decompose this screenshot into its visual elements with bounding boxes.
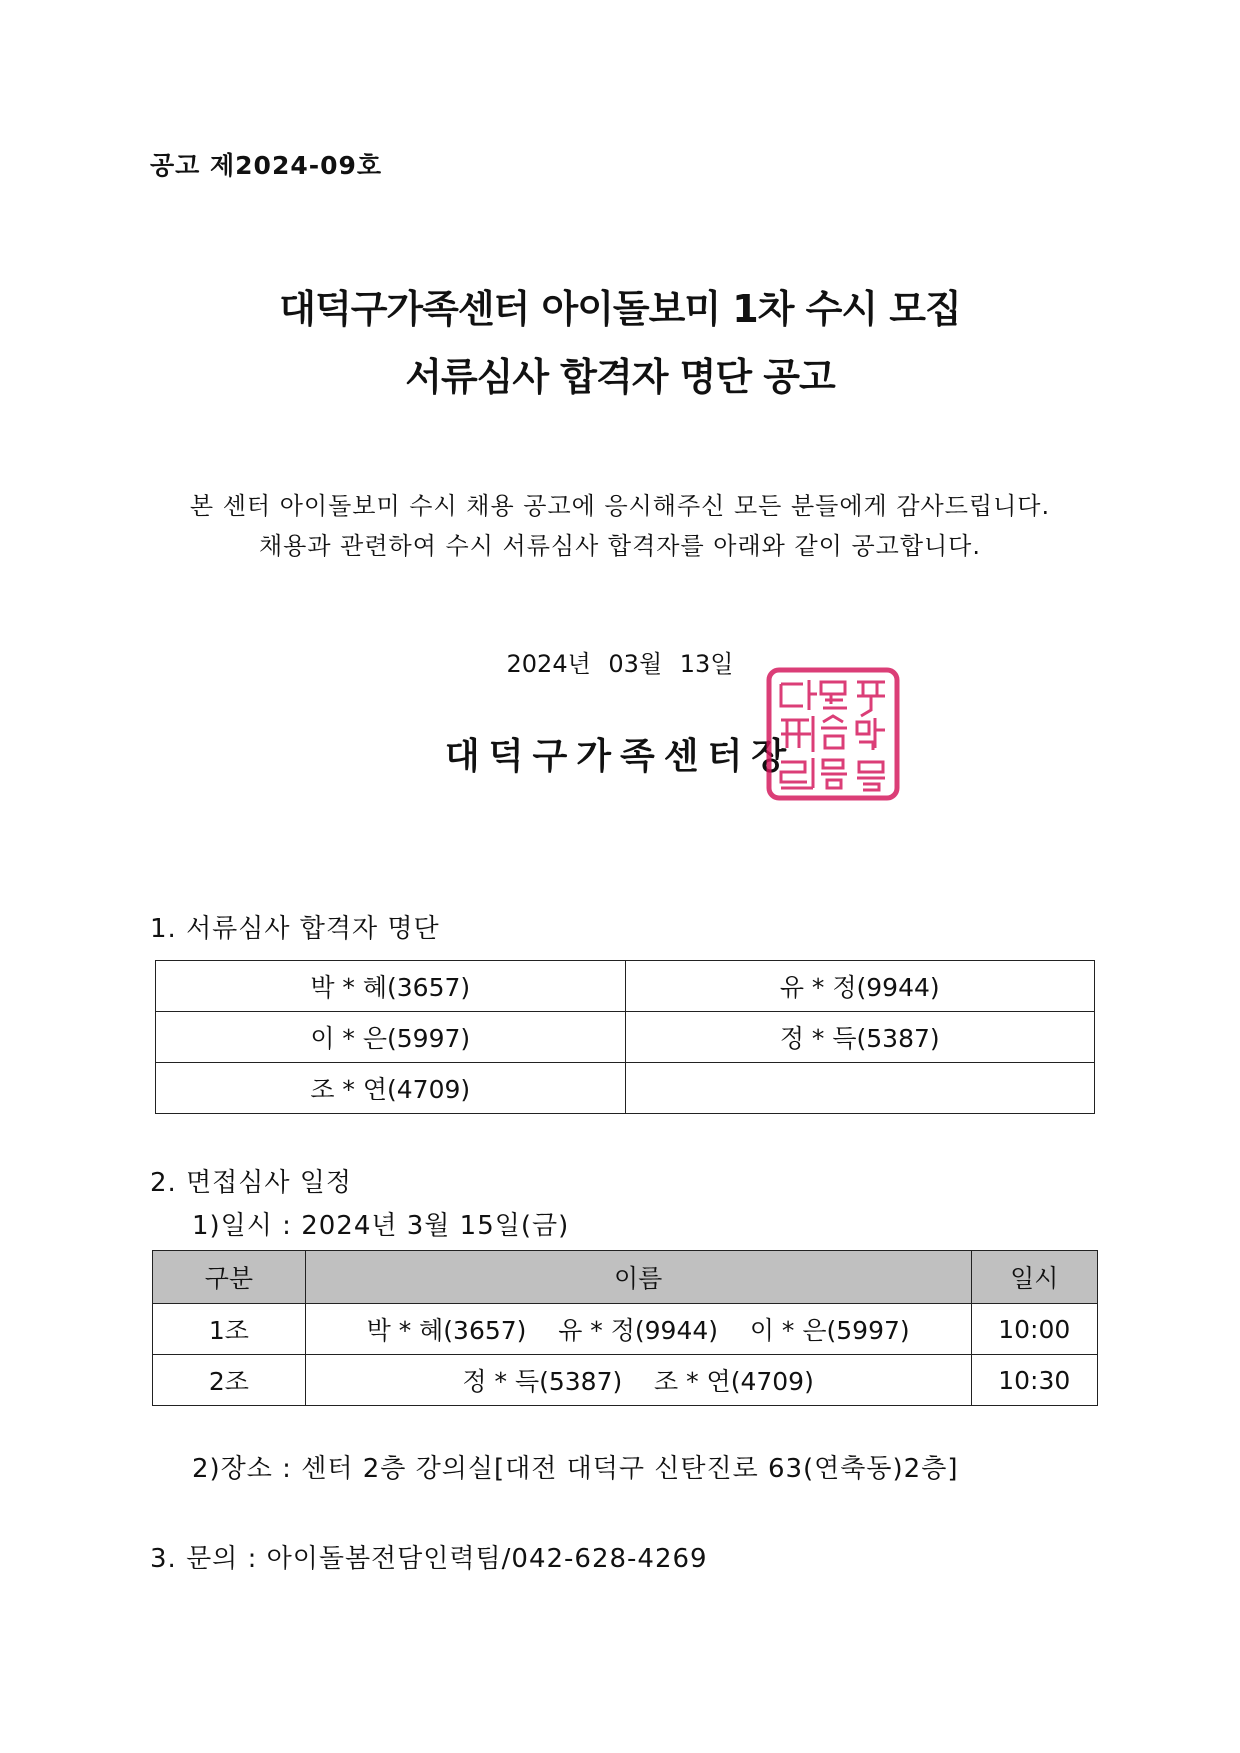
- interview-date-line: 1)일시 : 2024년 3월 15일(금): [192, 1211, 570, 1241]
- table-row: [156, 1012, 1095, 1063]
- group-cell: 1조: [153, 1304, 306, 1355]
- table-header-row: [153, 1251, 1098, 1304]
- interview-place-line: 2)장소 : 센터 2층 강의실[대전 대덕구 신탄진로 63(연축동)2층]: [192, 1454, 959, 1484]
- document-passer-table: [155, 960, 1095, 1114]
- names-cell: 박 * 혜(3657) 유 * 정(9944) 이 * 은(5997): [305, 1304, 971, 1355]
- column-header-names: 이름: [305, 1251, 971, 1304]
- column-header-group: 구분: [153, 1251, 306, 1304]
- column-header-time: 일시: [971, 1251, 1097, 1304]
- table-cell: [625, 1063, 1095, 1114]
- section-1-heading: 1. 서류심사 합격자 명단: [150, 914, 440, 944]
- table-cell: 정 * 득(5387): [625, 1012, 1095, 1063]
- table-cell: 박 * 혜(3657): [156, 961, 626, 1012]
- table-row: [153, 1304, 1098, 1355]
- group-cell: 2조: [153, 1355, 306, 1406]
- table-row: [153, 1355, 1098, 1406]
- intro-line-1: 본 센터 아이돌보미 수시 채용 공고에 응시해주신 모든 분들에게 감사드립니다.: [189, 492, 1051, 520]
- table-cell: 유 * 정(9944): [625, 961, 1095, 1012]
- table-cell: 이 * 은(5997): [156, 1012, 626, 1063]
- intro-line-2: 채용과 관련하여 수시 서류심사 합격자를 아래와 같이 공고합니다.: [259, 532, 981, 560]
- time-cell: 10:00: [971, 1304, 1097, 1355]
- page-title-line-1: 대덕구가족센터 아이돌보미 1차 수시 모집: [279, 287, 961, 331]
- notice-date: 2024년 03월 13일: [506, 650, 734, 678]
- issuer-name: 대덕구가족센터장: [444, 736, 796, 777]
- section-2-heading: 2. 면접심사 일정: [150, 1168, 353, 1198]
- table-row: [156, 961, 1095, 1012]
- names-cell: 정 * 득(5387) 조 * 연(4709): [305, 1355, 971, 1406]
- notice-number: 공고 제2024-09호: [150, 151, 383, 180]
- time-cell: 10:30: [971, 1355, 1097, 1406]
- interview-schedule-table: [152, 1250, 1098, 1406]
- page-title-line-2: 서류심사 합격자 명단 공고: [405, 355, 835, 399]
- table-row: [156, 1063, 1095, 1114]
- section-3-contact: 3. 문의 : 아이돌봄전담인력팀/042-628-4269: [150, 1544, 708, 1574]
- official-seal-icon: [765, 666, 901, 802]
- table-cell: 조 * 연(4709): [156, 1063, 626, 1114]
